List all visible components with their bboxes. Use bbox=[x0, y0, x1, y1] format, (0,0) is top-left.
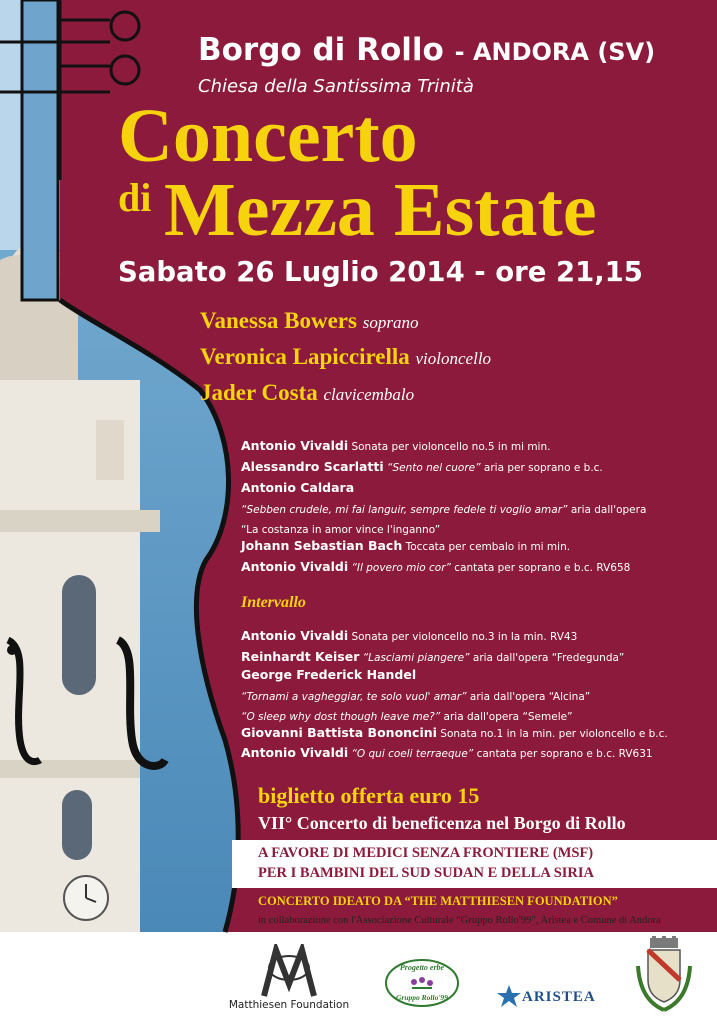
matthiesen-label: Matthiesen Foundation bbox=[228, 999, 350, 1011]
work-desc: Toccata per cembalo in mi min. bbox=[405, 541, 571, 553]
title-di: di bbox=[118, 175, 152, 220]
matthiesen-mark-icon bbox=[228, 944, 350, 998]
work-title: “Tornami a vagheggiar, te solo vuol' amar” bbox=[241, 691, 467, 703]
composer: Antonio Vivaldi bbox=[241, 745, 349, 760]
work-title: “O qui coeli terraeque” bbox=[351, 748, 474, 760]
charity-title: VII° Concerto di beneficenza nel Borgo di Rollo bbox=[258, 813, 626, 833]
performer-name: Veronica Lapiccirella bbox=[200, 344, 410, 369]
performer-name: Vanessa Bowers bbox=[200, 308, 357, 333]
work-desc: aria dall'opera “Fredegunda” bbox=[472, 652, 625, 664]
composer: Johann Sebastian Bach bbox=[241, 538, 403, 553]
work-desc: Sonata per violoncello no.5 in mi min. bbox=[351, 441, 551, 453]
ticket-price: biglietto offerta euro 15 bbox=[258, 783, 480, 808]
performer-row bbox=[200, 344, 491, 370]
andora-coat-of-arms-icon bbox=[636, 936, 692, 1014]
program-item bbox=[241, 521, 440, 536]
concert-date: Sabato 26 Luglio 2014 - ore 21,15 bbox=[118, 256, 643, 288]
title-concerto: Concerto bbox=[118, 94, 418, 178]
program-item bbox=[241, 438, 550, 453]
progetto-top-text: Progetto erbe bbox=[399, 963, 445, 972]
aristea-label: ARISTEA bbox=[522, 989, 596, 1005]
aristea-logo bbox=[496, 984, 606, 1010]
composer: Giovanni Battista Bononcini bbox=[241, 725, 437, 740]
work-desc: Sonata no.1 in la min. per violoncello e b.c. bbox=[440, 728, 668, 740]
matthiesen-logo bbox=[228, 944, 350, 1016]
performer-name: Jader Costa bbox=[200, 380, 318, 405]
program-item bbox=[241, 649, 624, 664]
title-mezza-estate: Mezza Estate bbox=[164, 168, 597, 252]
work-title: “O sleep why dost though leave me?” bbox=[241, 711, 441, 723]
performer-row bbox=[200, 308, 418, 334]
work-title: “Sento nel cuore” bbox=[387, 462, 481, 474]
work-title: “Lasciami piangere” bbox=[362, 652, 470, 664]
msf-line-2: PER I BAMBINI DEL SUD SUDAN E DELLA SIRIA bbox=[258, 865, 594, 881]
progetto-bottom-text: Gruppo Rollo'99 bbox=[396, 993, 448, 1002]
program-item bbox=[241, 459, 603, 474]
aristea-star-icon bbox=[496, 984, 522, 1008]
composer: Antonio Vivaldi bbox=[241, 559, 349, 574]
program-item bbox=[241, 501, 646, 516]
msf-line-1: A FAVORE DI MEDICI SENZA FRONTIERE (MSF) bbox=[258, 845, 594, 861]
work-title: “Il povero mio cor” bbox=[351, 562, 451, 574]
work-desc: aria per soprano e b.c. bbox=[483, 462, 603, 474]
program-item bbox=[241, 538, 570, 553]
performer-role: clavicembalo bbox=[323, 385, 415, 404]
work-desc: aria dall'opera “Semele” bbox=[443, 711, 573, 723]
work-desc: aria dall'opera “Alcina” bbox=[469, 691, 591, 703]
work-title: “Sebben crudele, mi fai languir, sempre fedele ti voglio amar” bbox=[241, 504, 568, 516]
location-name: Borgo di Rollo bbox=[198, 32, 444, 68]
program-item bbox=[241, 708, 573, 723]
intermission-label: Intervallo bbox=[241, 594, 306, 611]
program-item bbox=[241, 628, 577, 643]
program-item bbox=[241, 667, 416, 682]
performer-role: violoncello bbox=[415, 349, 492, 368]
performer-role: soprano bbox=[362, 313, 419, 332]
composer: Antonio Caldara bbox=[241, 480, 355, 495]
work-desc: cantata per soprano e b.c. RV631 bbox=[476, 748, 653, 760]
program-item bbox=[241, 688, 590, 703]
program-item bbox=[241, 480, 354, 495]
work-desc: “La costanza in amor vince l'inganno” bbox=[241, 524, 441, 536]
program-item bbox=[241, 559, 630, 574]
work-desc: Sonata per violoncello no.3 in la min. RV43 bbox=[351, 631, 578, 643]
work-desc: cantata per soprano e b.c. RV658 bbox=[454, 562, 631, 574]
program-item bbox=[241, 745, 653, 760]
performer-row bbox=[200, 380, 414, 406]
city-name: - ANDORA (SV) bbox=[454, 38, 656, 66]
header-location-line bbox=[198, 32, 655, 68]
composer: Antonio Vivaldi bbox=[241, 628, 349, 643]
progetto-erbe-logo bbox=[384, 958, 460, 1008]
foundation-credit: CONCERTO IDEATO DA “THE MATTHIESEN FOUNDATION” bbox=[258, 894, 618, 908]
collaboration-note: in collaborazione con l'Associazione Culturale “Gruppo Rollo'99”, Aristea e Comune di Andora bbox=[258, 915, 661, 926]
church-name: Chiesa della Santissima Trinità bbox=[198, 76, 474, 97]
composer: Alessandro Scarlatti bbox=[241, 459, 384, 474]
composer: Reinhardt Keiser bbox=[241, 649, 360, 664]
work-desc: aria dall'opera bbox=[570, 504, 647, 516]
program-item bbox=[241, 725, 668, 740]
composer: Antonio Vivaldi bbox=[241, 438, 349, 453]
composer: George Frederick Handel bbox=[241, 667, 417, 682]
